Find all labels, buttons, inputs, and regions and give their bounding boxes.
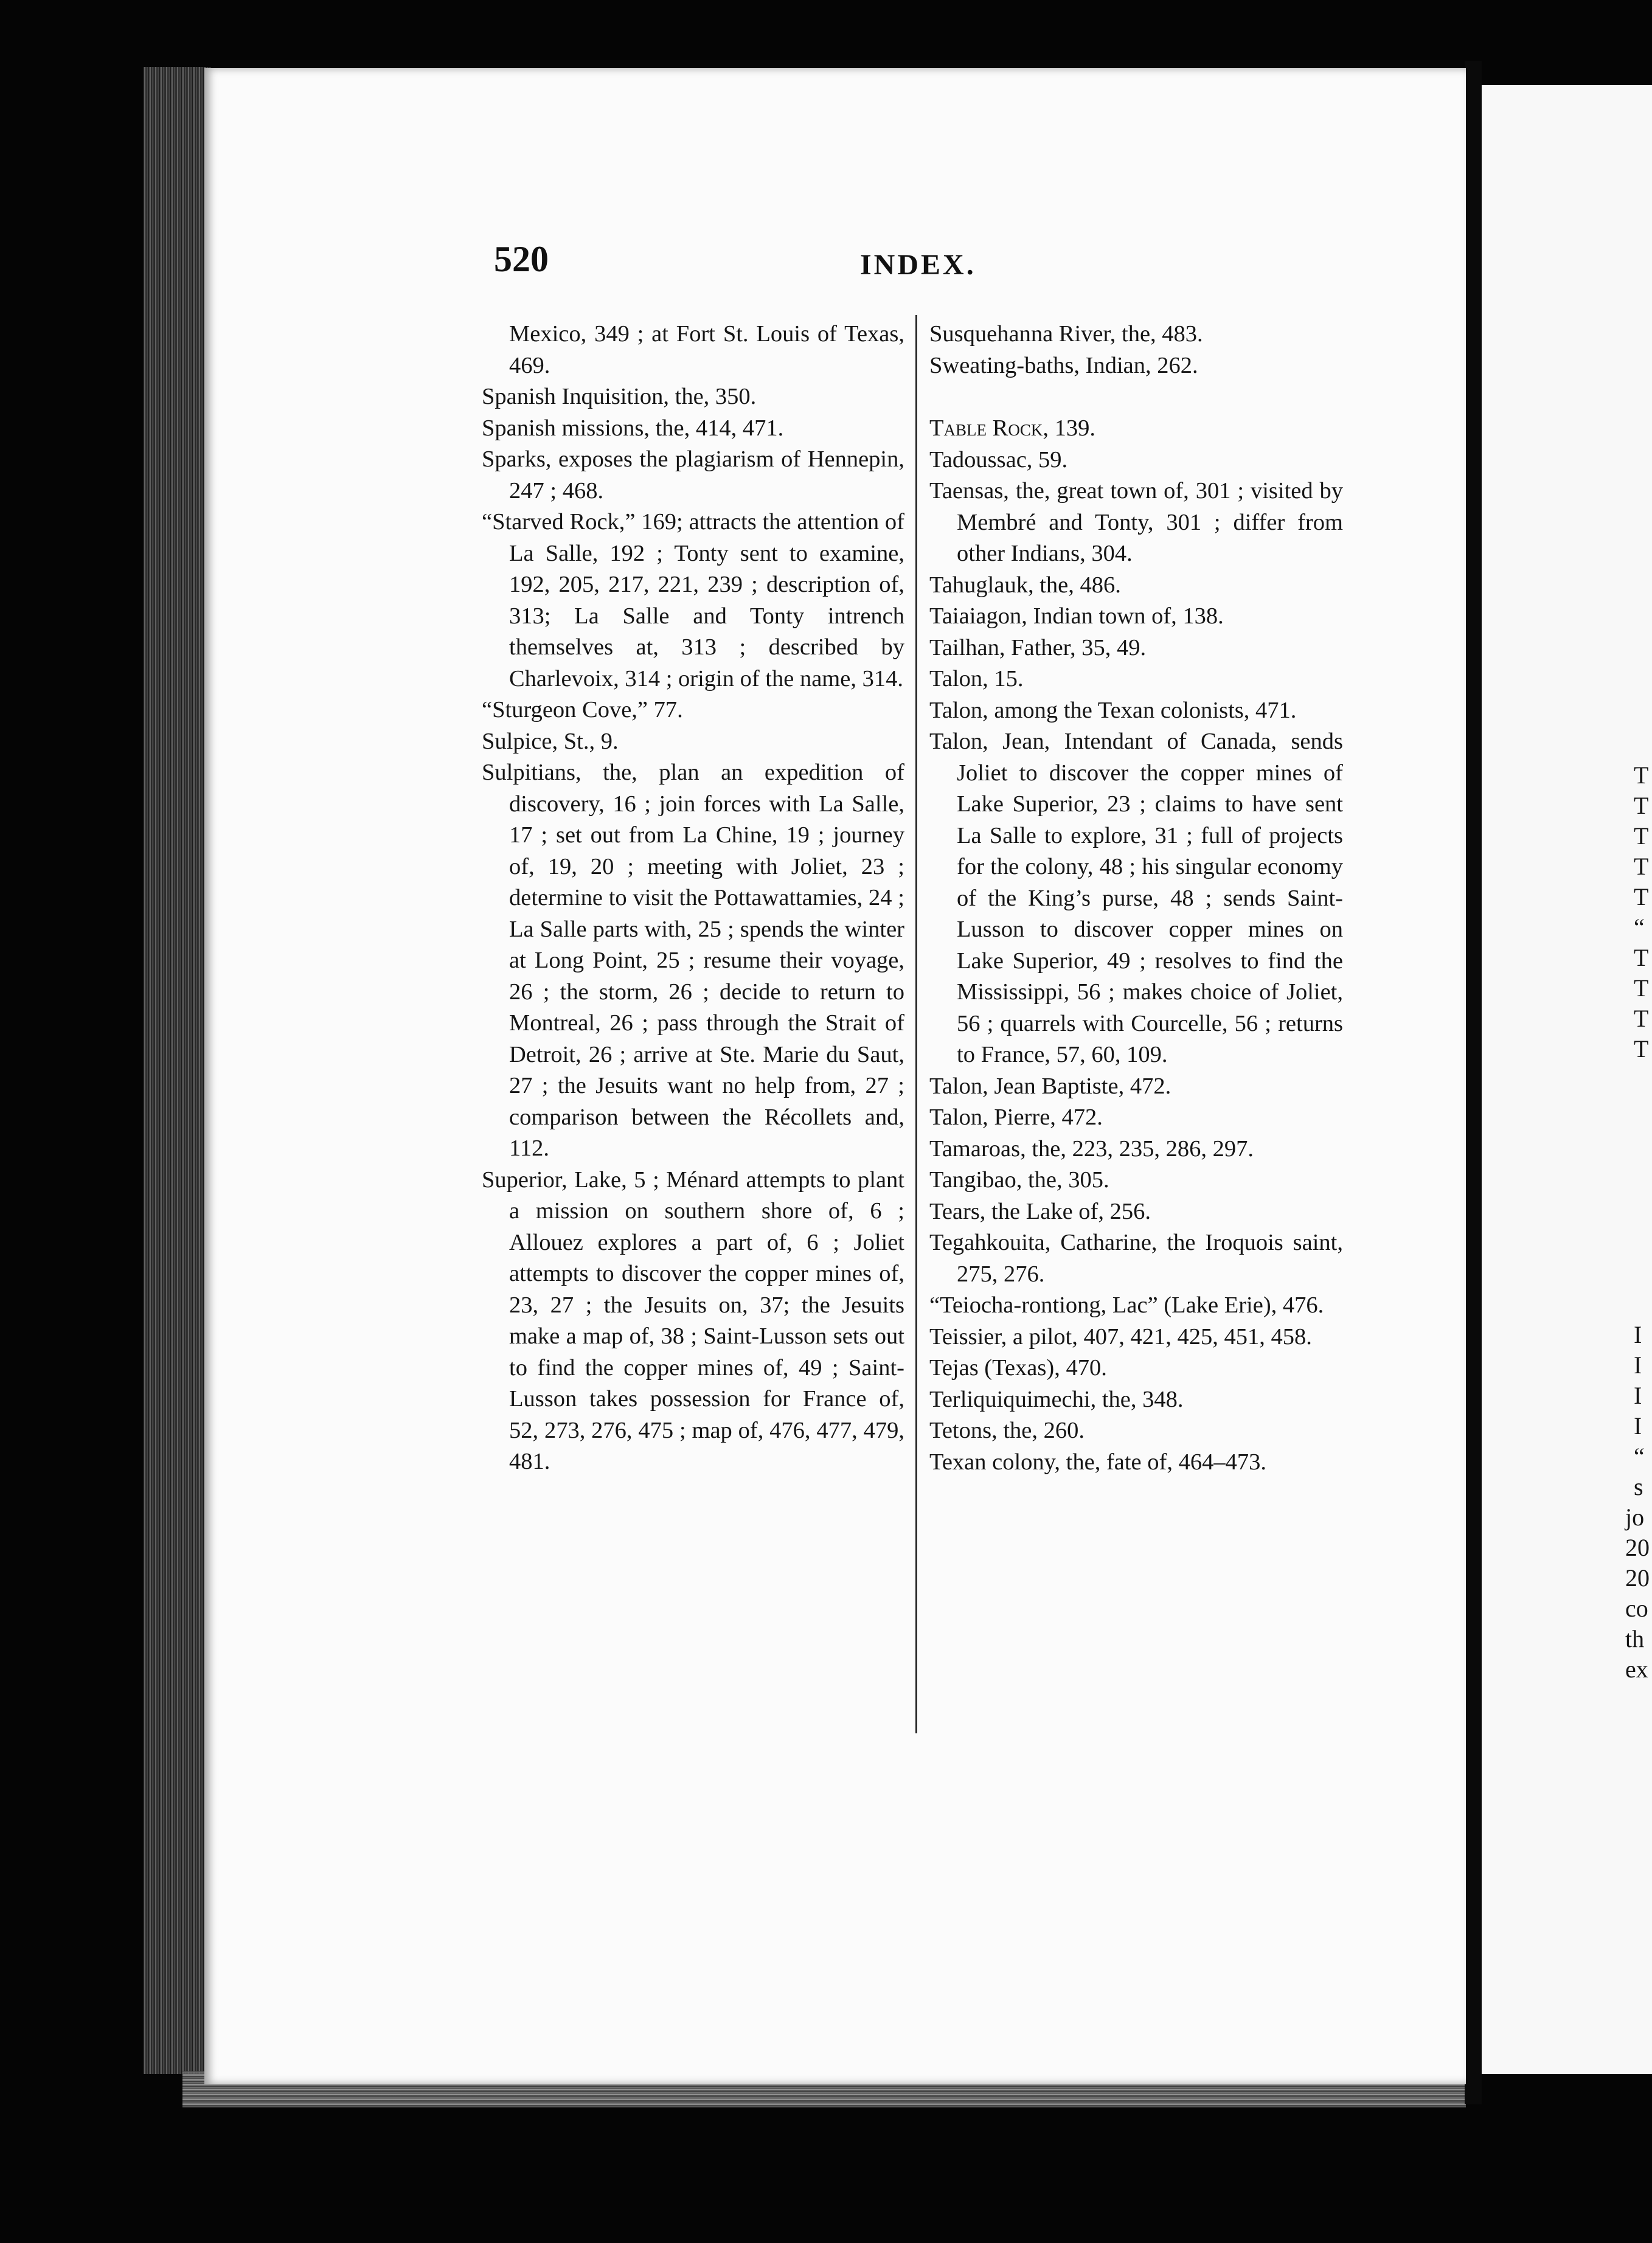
facing-page-fragment: 20: [1625, 1534, 1650, 1561]
index-entry: Talon, among the Texan colonists, 471.: [929, 697, 1297, 723]
index-entry: Taensas, the, great town of, 301 ; visited by Membré and Tonty, 301 ; differ from other Indians, 304.: [929, 478, 1343, 566]
facing-page-fragment: T: [1634, 883, 1649, 910]
running-head: INDEX.: [860, 249, 976, 281]
facing-page-fragment: T: [1634, 792, 1649, 819]
column-divider: [915, 315, 917, 1733]
facing-page-fragment: T: [1634, 974, 1649, 1002]
facing-page-fragment: “: [1634, 1443, 1645, 1470]
index-entry: Tejas (Texas), 470.: [929, 1355, 1107, 1381]
facing-page-fragment: co: [1625, 1595, 1648, 1622]
index-entry: Teissier, a pilot, 407, 421, 425, 451, 458.: [929, 1323, 1312, 1350]
facing-page-fragment: jo: [1625, 1503, 1645, 1531]
index-entry: “Sturgeon Cove,” 77.: [482, 697, 683, 723]
index-entry: Sweating-baths, Indian, 262.: [929, 352, 1198, 378]
facing-page-fragment: T: [1634, 944, 1649, 971]
index-entry: Tangibao, the, 305.: [929, 1167, 1109, 1193]
index-entry: Texan colony, the, fate of, 464–473.: [929, 1449, 1266, 1475]
index-entry: Tahuglauk, the, 486.: [929, 572, 1121, 598]
facing-page-fragment: 20: [1625, 1564, 1650, 1592]
index-entry: Terliquiquimechi, the, 348.: [929, 1386, 1184, 1412]
index-entry: “Starved Rock,” 169; attracts the attention of La Salle, 192 ; Tonty sent to examine, 192, 205, 217, 221, 239 ; description of, 313; La Salle and Tonty intrench themselves at, 313 ; described by Charlevoix, 314 ; origin of the name, 314.: [482, 509, 904, 692]
index-entry: Tears, the Lake of, 256.: [929, 1198, 1151, 1224]
facing-page-fragment: I: [1634, 1412, 1642, 1440]
book-gutter: [1465, 61, 1482, 2104]
index-entry: Talon, Jean Baptiste, 472.: [929, 1073, 1171, 1099]
index-entry: Talon, Pierre, 472.: [929, 1104, 1103, 1130]
facing-page-fragment: I: [1634, 1321, 1642, 1348]
facing-page-fragment: I: [1634, 1351, 1642, 1379]
index-entry: Sulpitians, the, plan an expedition of discovery, 16 ; join forces with La Salle, 17 ; set out from La Chine, 19 ; journey of, 19, 20 ; meeting with Joliet, 23 ; determine to visit the Pottawattamies, 24 ; La Salle parts with, 25 ; spends the winter at Long Point, 25 ; resume their voyage, 26 ; the storm, 26 ; decide to return to Montreal, 26 ; pass through the Strait of Detroit, 26 ; arrive at Ste. Marie du Saut, 27 ; the Jesuits want no help from, 27 ; comparison between the Récollets and, 112.: [482, 760, 904, 1161]
index-entry: Talon, Jean, Intendant of Canada, sends Joliet to discover the copper mines of Lake Superior, 23 ; claims to have sent La Salle to explore, 31 ; full of projects for the colony, 48 ; his singular economy of the King’s purse, 48 ; sends Saint-Lusson to discover copper mines on Lake Superior, 49 ; resolves to find the Mississippi, 56 ; makes choice of Joliet, 56 ; quarrels with Courcelle, 56 ; returns to France, 57, 60, 109.: [929, 729, 1343, 1067]
facing-page-fragment: th: [1625, 1625, 1645, 1652]
section-gap: [929, 381, 1343, 413]
facing-page-fragment: T: [1634, 761, 1649, 789]
index-entry: Talon, 15.: [929, 666, 1024, 692]
index-column-right: [929, 319, 1343, 1478]
index-entry: Sulpice, St., 9.: [482, 728, 619, 754]
index-entry: Spanish Inquisition, the, 350.: [482, 384, 757, 409]
facing-page-fragment: T: [1634, 853, 1649, 880]
facing-page-fragment: s: [1634, 1473, 1643, 1500]
index-entry: Spanish missions, the, 414, 471.: [482, 415, 784, 441]
index-entry: Tadoussac, 59.: [929, 446, 1068, 473]
index-entry: Susquehanna River, the, 483.: [929, 321, 1203, 347]
index-entry: Tetons, the, 260.: [929, 1418, 1085, 1443]
book-page-edges: [144, 67, 210, 2074]
index-entry: Tamaroas, the, 223, 235, 286, 297.: [929, 1135, 1254, 1162]
index-column-left: [482, 319, 904, 1478]
facing-page-fragment: T: [1634, 1005, 1649, 1032]
index-entry: Tegahkouita, Catharine, the Iroquois saint, 275, 276.: [929, 1230, 1343, 1287]
index-entry: Taiaiagon, Indian town of, 138.: [929, 603, 1224, 629]
page-number: 520: [494, 239, 549, 279]
index-entry: “Teiocha-rontiong, Lac” (Lake Erie), 476.: [929, 1292, 1324, 1318]
index-entry: Tailhan, Father, 35, 49.: [929, 634, 1147, 660]
index-entry: Mexico, 349 ; at Fort St. Louis of Texas, 469.: [509, 321, 904, 378]
index-entry: Sparks, exposes the plagiarism of Hennepin, 247 ; 468.: [482, 446, 904, 504]
facing-page: [1482, 85, 1652, 2074]
facing-page-fragment: “: [1634, 913, 1645, 941]
index-entry: Table Rock, 139.: [929, 415, 1095, 441]
facing-page-fragment: T: [1634, 822, 1649, 850]
index-entry: Superior, Lake, 5 ; Ménard attempts to plant a mission on southern shore of, 6 ; Allouez explores a part of, 6 ; Joliet attempts to discover the copper mines of, 23, 27 ; the Jesuits on, 37; the Jesuits make a map of, 38 ; Saint-Lusson sets out to find the copper mines of, 49 ; Saint-Lusson takes possession for France of, 52, 273, 276, 475 ; map of, 476, 477, 479, 481.: [482, 1167, 904, 1474]
facing-page-fragment: ex: [1625, 1655, 1648, 1683]
facing-page-fragment: I: [1634, 1382, 1642, 1409]
facing-page-fragment: T: [1634, 1035, 1649, 1063]
